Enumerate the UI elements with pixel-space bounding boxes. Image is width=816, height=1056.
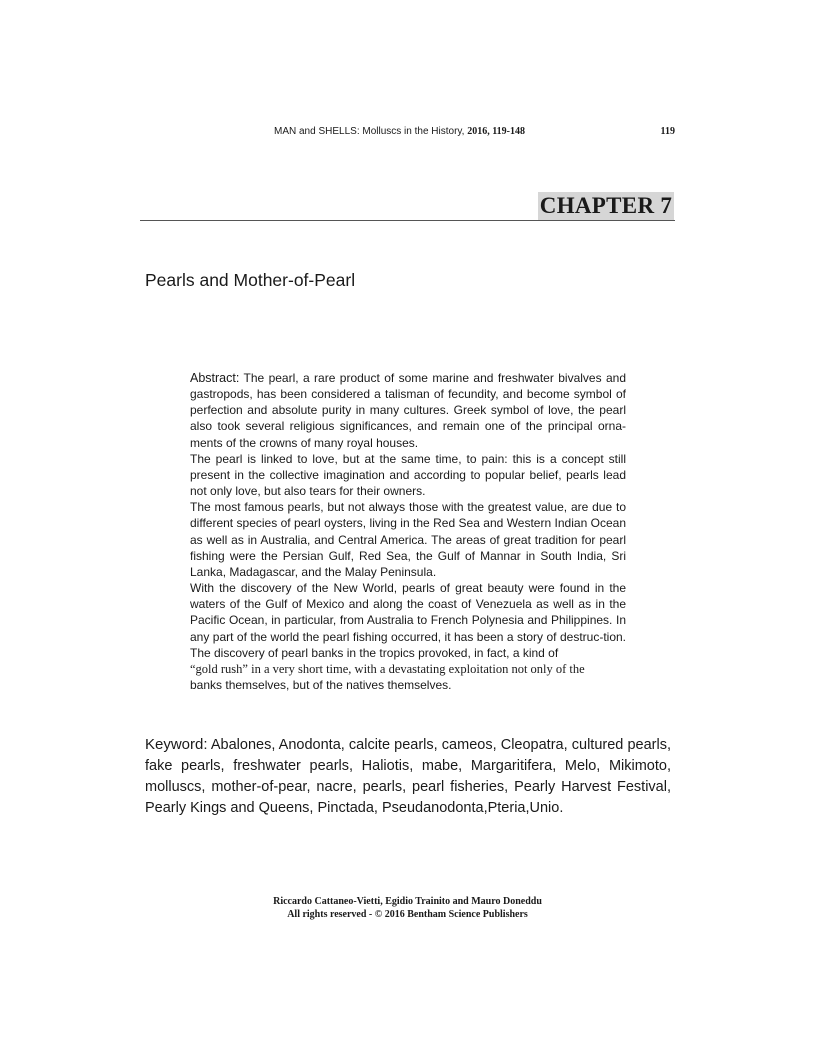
chapter-label: CHAPTER 7 (539, 193, 673, 218)
footer (140, 895, 675, 921)
chapter-rule (140, 220, 675, 221)
running-year-pages: 2016, 119-148 (467, 126, 526, 137)
keywords-text: Abalones, Anodonta, calcite pearls, cameos, Cleopatra, cultured pearls, fake pearls, freshwater pearls, Haliotis, mabe, Margaritifera, Melo, Mikimoto, molluscs, mother-of-pear, nacre, pearls, pearl fisheries, Pearly Harvest Festival, Pearly Kings and Queens, Pinctada, Pseudanodonta,Pteria,Unio. (145, 737, 671, 816)
chapter-title: Pearls and Mother-of-Pearl (145, 270, 356, 290)
abstract-paragraph: banks themselves, but of the natives themselves. (190, 677, 452, 692)
abstract-paragraph: The pearl is linked to love, but at the same time, to pain: this is a concept still present in the collective imagination and according to popular belief, pearls lead not only love, but also tears for their owners. (190, 451, 626, 499)
footer-rights: All rights reserved - © 2016 Bentham Science Publishers (287, 909, 528, 920)
running-title-text: MAN and SHELLS: Molluscs in the History, (274, 126, 465, 137)
keywords-label: Keyword: (145, 736, 208, 753)
abstract-paragraph: The most famous pearls, but not always those with the greatest value, are due to different species of pearl oysters, living in the Red Sea and Western Indian Ocean as well as in Australia, and Central America. The areas of great tradition for pearl fishing were the Persian Gulf, Red Sea, the Gulf of Mannar in South India, Sri Lanka, Madagascar, and the Malay Peninsula. (190, 500, 626, 579)
abstract (190, 370, 626, 693)
keywords (145, 734, 671, 819)
running-title (274, 124, 525, 140)
abstract-paragraph (190, 370, 626, 451)
running-header (140, 124, 675, 140)
abstract-label: Abstract: (190, 371, 240, 385)
page-number: 119 (660, 126, 675, 137)
footer-authors: Riccardo Cattaneo-Vietti, Egidio Trainito and Mauro Doneddu (273, 896, 542, 907)
abstract-text: The pearl, a rare product of some marine and freshwater bivalves and gastropods, has been considered a talisman of fecundity, and become symbol of perfection and absolute purity in many cultures. Greek symbol of love, the pearl also took several religious significances, and remain one of the principal orna-ments of the crowns of many royal houses. (190, 371, 627, 450)
abstract-paragraph: With the discovery of the New World, pearls of great beauty were found in the waters of the Gulf of Mexico and along the coast of Venezuela as well as in the Pacific Ocean, in particular, from Australia to French Polynesia and Philippines. In any part of the world the pearl fishing occurred, it has been a story of destruc-tion. The discovery of pearl banks in the tropics provoked, in fact, a kind of (190, 581, 626, 660)
abstract-quote-line: “gold rush” in a very short time, with a devastating exploitation not only of the (190, 661, 585, 676)
